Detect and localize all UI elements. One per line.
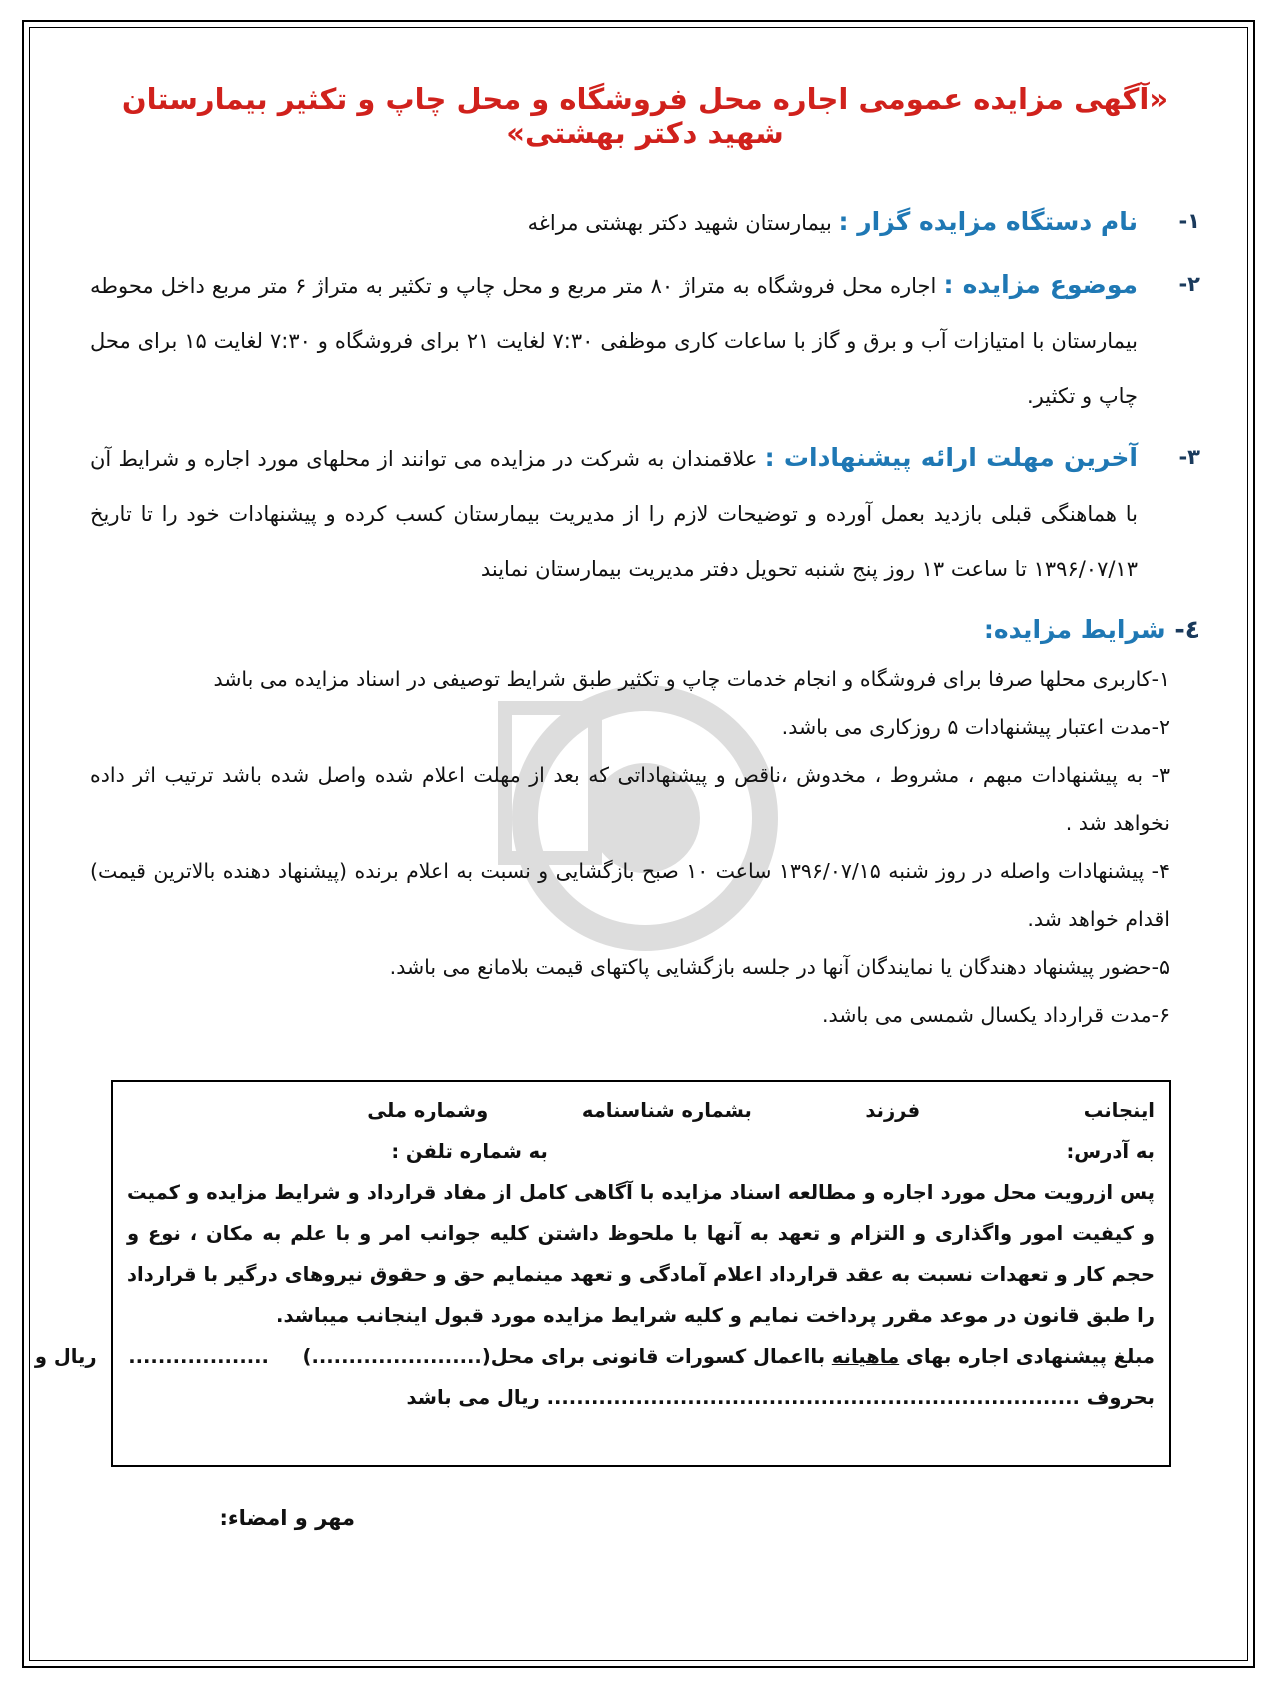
item-number: ۳- [1178,445,1200,469]
form-words-currency: ریال می باشد [406,1386,540,1409]
conditions-number: ٤- [1174,615,1200,644]
form-declaration-text: پس ازرویت محل مورد اجاره و مطالعه اسناد مزایده با آگاهی کامل از مفاد قرارداد و شرایط مزایده و کمیت و کیفیت امور واگذاری و التزام و تعهد به آنها با ملحوظ داشتن کلیه جوانب امر و با علم به مکان ، نوع و حجم کار و تعهدات نسبت به عقد قرارداد اعلام آمادگی و تعهد مینمایم حق و حقوق نیروهای درگیر با قرارداد را طبق قانون در موعد مقرر پرداخت نمایم و کلیه شرایط مزایده مورد قبول اینجانب میباشد. [127,1181,1155,1327]
form-label-id-number: بشماره شناسنامه [581,1099,752,1122]
form-amount-currency: ریال و [34,1345,97,1368]
item-number: ۱- [1178,209,1200,233]
item-organizer [90,194,1200,251]
form-label-phone: به شماره تلفن : [391,1140,548,1163]
form-label-name: اینجانب [1083,1099,1155,1122]
page-title: «آگهی مزایده عمومی اجاره محل فروشگاه و محل چاپ و تکثیر بیمارستان شهید دکتر بهشتی» [121,82,1169,150]
item-heading: آخرین مهلت ارائه پیشنهادات : [764,443,1138,472]
item-heading: موضوع مزایده : [943,270,1138,299]
form-label-address: به آدرس: [1066,1140,1155,1163]
condition-item: ۵-حضور پیشنهاد دهندگان یا نمایندگان آنها در جلسه بازگشایی پاکتهای قیمت بلامانع می باشد. [389,955,1170,979]
condition-item: ۲-مدت اعتبار پیشنهادات ۵ روزکاری می باشد. [781,715,1170,739]
signature-stamp-label: مهر و امضاء: [219,1506,355,1530]
form-address-line [127,1131,1155,1172]
item-subject [90,257,1200,424]
condition-item: ۶-مدت قرارداد یکسال شمسی می باشد. [821,1003,1170,1027]
form-amount-monthly: ماهیانه [831,1345,900,1368]
item-heading: نام دستگاه مزایده گزار : [838,207,1138,236]
item-deadline [90,430,1200,597]
form-words-line [127,1377,1155,1418]
item-text: اجاره محل فروشگاه به متراژ ۸۰ متر مربع و محل چاپ و تکثیر به متراژ ۶ متر مربع داخل محوطه بیمارستان با امتیازات آب و برق و گاز با ساعات کاری موظفی ۷:۳۰ لغایت ۲۱ برای فروشگاه و ۷:۳۰ لغایت ۱۵ برای محل چاپ و تکثیر. [90,274,1139,408]
form-label-national-code: وشماره ملی [367,1099,489,1122]
bid-form [34,1080,1171,1467]
condition-item: ۳- به پیشنهادات مبهم ، مشروط ، مخدوش ،ناقص و پیشنهاداتی که بعد از مهلت اعلام شده واصل شده باشد ترتیب اثر داده نخواهد شد . [90,763,1170,835]
form-identity-line [127,1090,1155,1131]
conditions-heading [90,605,1200,655]
item-text: علاقمندان به شرکت در مزایده می توانند از محلهای مورد اجاره و شرایط آن با هماهنگی قبلی بازدید بعمل آورده و توضیحات لازم را از مدیریت بیمارستان کسب کرده و پیشنهادات خود را تا تاریخ ۱۳۹۶/۰۷/۱۳ تا ساعت ۱۳ روز پنج شنبه تحویل دفتر مدیریت بیمارستان نمایند [90,447,1138,581]
condition-item: ۱-کاربری محلها صرفا برای فروشگاه و انجام خدمات چاپ و تکثیر طبق شرایط توصیفی در اسناد مزایده می باشد [213,667,1170,691]
form-amount-label: مبلغ پیشنهادی اجاره بهای [905,1345,1155,1368]
conditions-title: شرایط مزایده: [983,615,1166,644]
condition-item: ۴- پیشنهادات واصله در روز شنبه ۱۳۹۶/۰۷/۱۵ ساعت ۱۰ صبح بازگشایی و نسبت به اعلام برنده (پیشنهاد دهنده بالاترین قیمت) اقدام خواهد شد. [90,859,1170,931]
form-words-label: بحروف ........................................................................ [546,1386,1155,1409]
form-amount-line [34,1336,1155,1377]
form-label-child-of: فرزند [865,1099,921,1122]
item-text: بیمارستان شهید دکتر بهشتی مراغه [527,211,832,235]
announcement-content [90,60,1200,1039]
item-number: ۲- [1178,272,1200,296]
form-amount-blank: ................... [128,1345,269,1368]
form-amount-terms: بااعمال کسورات قانونی برای محل(.......................) [302,1345,826,1368]
